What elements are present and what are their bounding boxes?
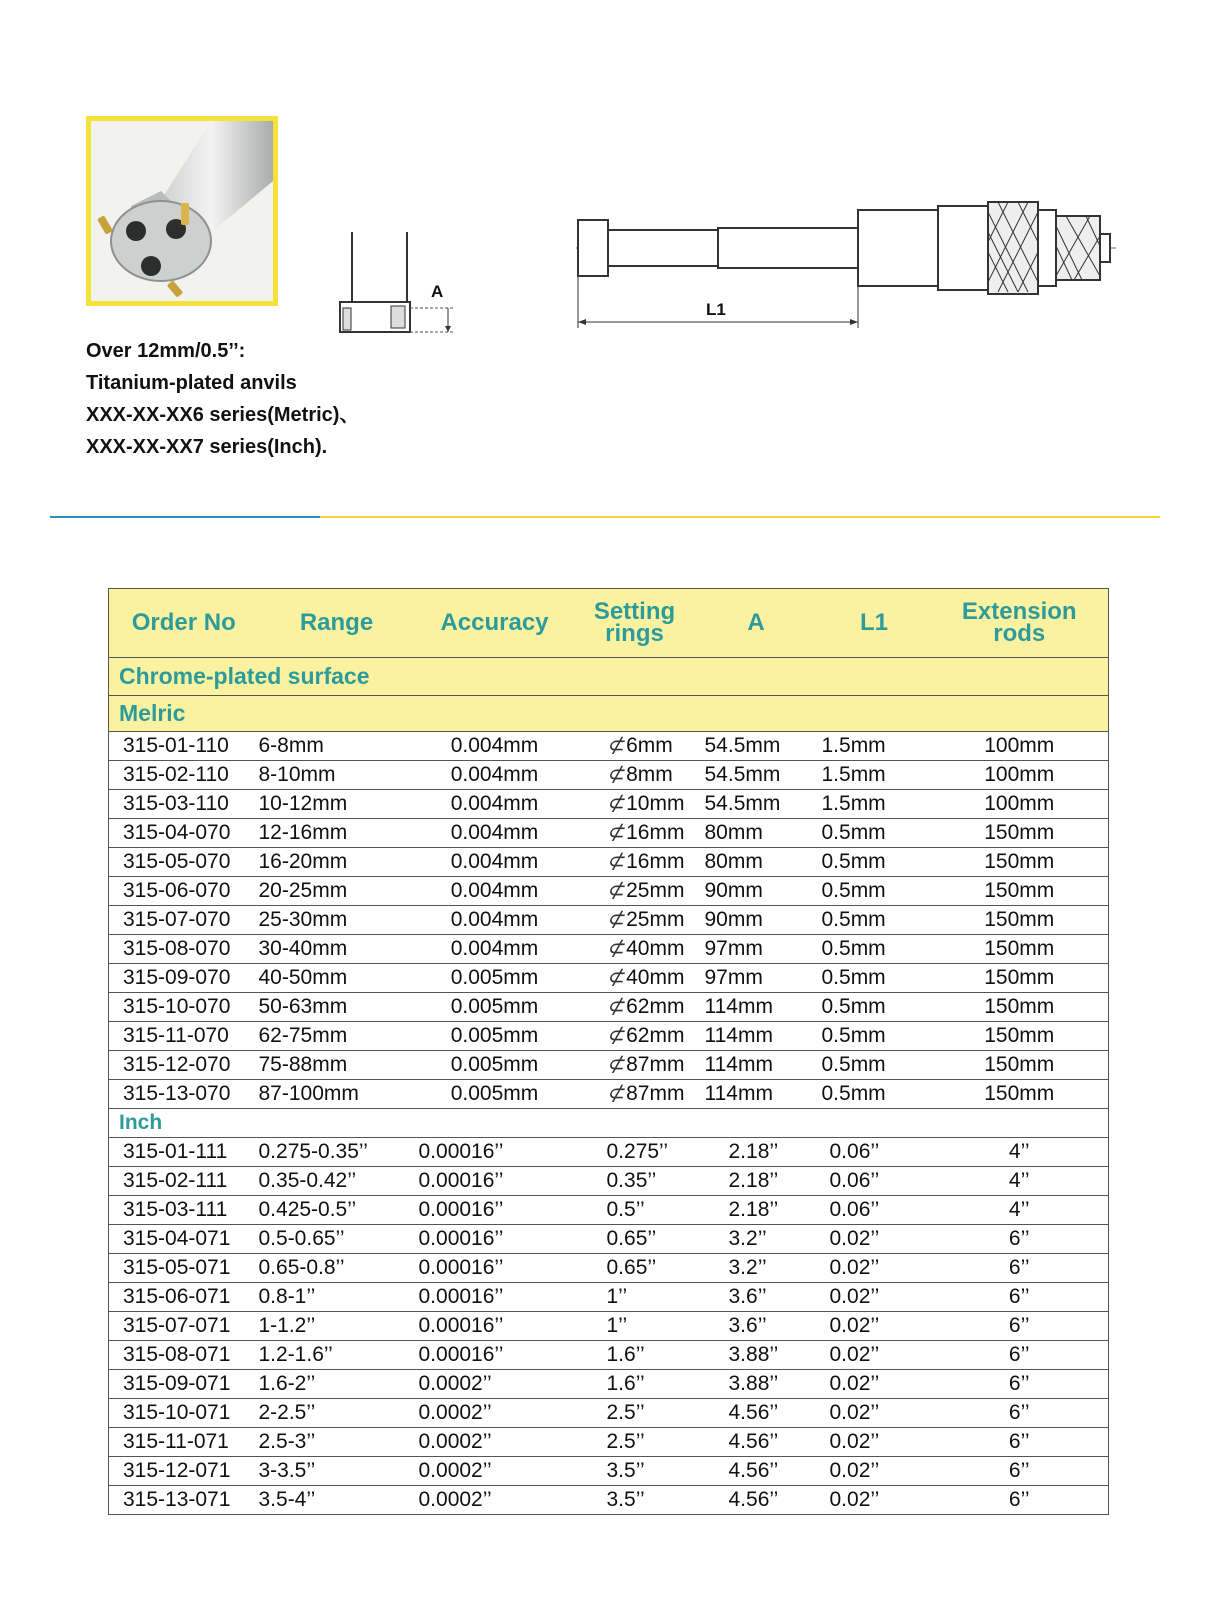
header-order-no: Order No	[109, 589, 259, 658]
header-setting-rings-line2: rings	[605, 620, 664, 647]
cell-a: 4.56’’	[695, 1399, 818, 1428]
cell-rods: 150mm	[931, 993, 1109, 1022]
cell-l1: 0.06’’	[818, 1196, 931, 1225]
cell-order: 315-08-070	[109, 935, 259, 964]
cell-ring	[575, 877, 695, 906]
cell-ring: 0.65’’	[575, 1225, 695, 1254]
diameter-symbol: ⊄	[606, 850, 625, 873]
cell-range: 12-16mm	[259, 819, 415, 848]
cell-accuracy: 0.0002’’	[415, 1399, 575, 1428]
cell-ring	[575, 848, 695, 877]
cell-ring	[575, 935, 695, 964]
header-setting-rings-line1: Setting	[593, 598, 676, 625]
ring-value: 25mm	[626, 879, 685, 902]
cell-order: 315-07-071	[109, 1312, 259, 1341]
cell-range: 75-88mm	[259, 1051, 415, 1080]
cell-a: 114mm	[695, 1051, 818, 1080]
cell-ring: 3.5’’	[575, 1486, 695, 1515]
cell-l1: 0.02’’	[818, 1341, 931, 1370]
cell-a: 3.2’’	[695, 1225, 818, 1254]
diameter-symbol: ⊄	[606, 908, 625, 931]
table-row	[109, 1254, 1109, 1283]
table-row	[109, 819, 1109, 848]
cell-a: 3.2’’	[695, 1254, 818, 1283]
cell-ring: 0.5’’	[575, 1196, 695, 1225]
cell-a: 90mm	[695, 906, 818, 935]
cell-range: 0.5-0.65’’	[259, 1225, 415, 1254]
metric-group-label: Melric	[109, 696, 1109, 732]
cell-l1: 1.5mm	[818, 761, 931, 790]
cell-range: 2.5-3’’	[259, 1428, 415, 1457]
section-title: Chrome-plated surface	[109, 658, 1109, 696]
diameter-symbol: ⊄	[606, 1024, 625, 1047]
cell-accuracy: 0.004mm	[415, 819, 575, 848]
header-accuracy: Accuracy	[415, 589, 575, 658]
cell-accuracy: 0.00016’’	[415, 1167, 575, 1196]
cell-range: 50-63mm	[259, 993, 415, 1022]
cell-rods: 150mm	[931, 848, 1109, 877]
cell-range: 16-20mm	[259, 848, 415, 877]
diameter-symbol: ⊄	[606, 763, 625, 786]
table-row	[109, 1283, 1109, 1312]
cell-l1: 0.5mm	[818, 1080, 931, 1109]
cell-order: 315-09-070	[109, 964, 259, 993]
cell-range: 0.35-0.42’’	[259, 1167, 415, 1196]
cell-accuracy: 0.00016’’	[415, 1196, 575, 1225]
bore-gauge-diagram	[576, 200, 1116, 340]
cell-accuracy: 0.00016’’	[415, 1341, 575, 1370]
cell-accuracy: 0.0002’’	[415, 1428, 575, 1457]
diameter-symbol: ⊄	[606, 1082, 625, 1105]
cell-order: 315-07-070	[109, 906, 259, 935]
cell-order: 315-10-070	[109, 993, 259, 1022]
ring-value: 16mm	[626, 821, 685, 844]
cell-ring: 1’’	[575, 1283, 695, 1312]
cell-order: 315-09-071	[109, 1370, 259, 1399]
cell-range: 0.425-0.5’’	[259, 1196, 415, 1225]
cell-rods: 4’’	[931, 1167, 1109, 1196]
cell-order: 315-05-070	[109, 848, 259, 877]
table-row	[109, 790, 1109, 819]
table-row	[109, 1428, 1109, 1457]
cell-range: 1.2-1.6’’	[259, 1341, 415, 1370]
header-l1: L1	[818, 589, 931, 658]
diameter-symbol: ⊄	[606, 821, 625, 844]
cell-order: 315-03-111	[109, 1196, 259, 1225]
cell-l1: 0.5mm	[818, 964, 931, 993]
spec-table	[108, 588, 1109, 1515]
cell-l1: 0.02’’	[818, 1254, 931, 1283]
cell-ring: 1.6’’	[575, 1370, 695, 1399]
ring-value: 6mm	[626, 734, 673, 757]
cell-order: 315-04-070	[109, 819, 259, 848]
cell-accuracy: 0.005mm	[415, 1080, 575, 1109]
ring-value: 40mm	[626, 966, 685, 989]
cell-l1: 1.5mm	[818, 732, 931, 761]
table-row	[109, 964, 1109, 993]
cell-rods: 100mm	[931, 732, 1109, 761]
diameter-symbol: ⊄	[606, 879, 625, 902]
anvil-caption	[86, 335, 359, 463]
cell-range: 8-10mm	[259, 761, 415, 790]
cell-a: 3.6’’	[695, 1283, 818, 1312]
cell-order: 315-13-071	[109, 1486, 259, 1515]
cell-rods: 150mm	[931, 935, 1109, 964]
ring-value: 40mm	[626, 937, 685, 960]
cell-range: 1-1.2’’	[259, 1312, 415, 1341]
cell-accuracy: 0.005mm	[415, 1022, 575, 1051]
cell-a: 2.18’’	[695, 1138, 818, 1167]
cell-range: 0.65-0.8’’	[259, 1254, 415, 1283]
cell-rods: 6’’	[931, 1428, 1109, 1457]
anvil-photo	[86, 116, 278, 306]
cell-ring: 2.5’’	[575, 1428, 695, 1457]
header-a: A	[695, 589, 818, 658]
cell-l1: 0.5mm	[818, 1022, 931, 1051]
table-row	[109, 1341, 1109, 1370]
cell-order: 315-08-071	[109, 1341, 259, 1370]
diameter-symbol: ⊄	[606, 792, 625, 815]
header-range: Range	[259, 589, 415, 658]
cell-ring	[575, 819, 695, 848]
table-row	[109, 1138, 1109, 1167]
cell-a: 97mm	[695, 935, 818, 964]
table-row	[109, 1196, 1109, 1225]
table-row	[109, 877, 1109, 906]
cell-ring	[575, 1022, 695, 1051]
cell-range: 20-25mm	[259, 877, 415, 906]
table-row	[109, 848, 1109, 877]
cell-l1: 0.02’’	[818, 1283, 931, 1312]
cell-ring	[575, 906, 695, 935]
table-row	[109, 906, 1109, 935]
cell-ring: 2.5’’	[575, 1399, 695, 1428]
cell-order: 315-04-071	[109, 1225, 259, 1254]
cell-rods: 150mm	[931, 1022, 1109, 1051]
table-row	[109, 935, 1109, 964]
table-row	[109, 1022, 1109, 1051]
table-row	[109, 1051, 1109, 1080]
cell-rods: 6’’	[931, 1283, 1109, 1312]
diameter-symbol: ⊄	[606, 937, 625, 960]
table-row	[109, 1399, 1109, 1428]
table-row	[109, 1312, 1109, 1341]
cell-order: 315-02-111	[109, 1167, 259, 1196]
header-setting-rings	[575, 589, 695, 658]
cell-l1: 0.06’’	[818, 1138, 931, 1167]
ring-value: 87mm	[626, 1082, 685, 1105]
diameter-symbol: ⊄	[606, 734, 625, 757]
ring-value: 62mm	[626, 995, 685, 1018]
cell-order: 315-01-111	[109, 1138, 259, 1167]
cell-l1: 0.02’’	[818, 1225, 931, 1254]
cell-a: 80mm	[695, 819, 818, 848]
cell-a: 2.18’’	[695, 1167, 818, 1196]
cell-a: 54.5mm	[695, 761, 818, 790]
table-row	[109, 1080, 1109, 1109]
cell-l1: 0.02’’	[818, 1399, 931, 1428]
cell-rods: 4’’	[931, 1138, 1109, 1167]
cell-accuracy: 0.0002’’	[415, 1457, 575, 1486]
inch-group-label: Inch	[109, 1109, 1109, 1138]
cell-accuracy: 0.00016’’	[415, 1225, 575, 1254]
cell-rods: 6’’	[931, 1370, 1109, 1399]
caption-line-1: Over 12mm/0.5’’:	[86, 340, 246, 362]
cell-l1: 0.5mm	[818, 848, 931, 877]
dimension-a-label: A	[431, 282, 444, 301]
cell-order: 315-02-110	[109, 761, 259, 790]
metric-group-row	[109, 696, 1109, 732]
cell-accuracy: 0.005mm	[415, 1051, 575, 1080]
diameter-symbol: ⊄	[606, 995, 625, 1018]
cell-rods: 6’’	[931, 1341, 1109, 1370]
dimension-l1-label: L1	[706, 300, 726, 319]
cell-rods: 6’’	[931, 1399, 1109, 1428]
cell-accuracy: 0.004mm	[415, 848, 575, 877]
cell-l1: 0.02’’	[818, 1370, 931, 1399]
cell-a: 80mm	[695, 848, 818, 877]
cell-rods: 4’’	[931, 1196, 1109, 1225]
cell-rods: 150mm	[931, 906, 1109, 935]
cell-ring	[575, 732, 695, 761]
cell-accuracy: 0.004mm	[415, 877, 575, 906]
cell-range: 6-8mm	[259, 732, 415, 761]
cell-accuracy: 0.00016’’	[415, 1138, 575, 1167]
cell-rods: 150mm	[931, 1051, 1109, 1080]
cell-ring: 0.65’’	[575, 1254, 695, 1283]
cell-ring	[575, 761, 695, 790]
cell-ring	[575, 790, 695, 819]
cell-rods: 150mm	[931, 964, 1109, 993]
cell-rods: 6’’	[931, 1254, 1109, 1283]
divider-line-yellow	[320, 516, 1160, 518]
cell-range: 0.275-0.35’’	[259, 1138, 415, 1167]
cell-accuracy: 0.00016’’	[415, 1283, 575, 1312]
cell-l1: 0.5mm	[818, 906, 931, 935]
header-extension-rods-line1: Extension	[961, 598, 1077, 625]
section-row	[109, 658, 1109, 696]
cell-ring: 0.35’’	[575, 1167, 695, 1196]
cell-l1: 0.02’’	[818, 1457, 931, 1486]
cell-ring: 1’’	[575, 1312, 695, 1341]
table-row	[109, 732, 1109, 761]
table-header-row	[109, 589, 1109, 658]
cell-a: 97mm	[695, 964, 818, 993]
cell-range: 3-3.5’’	[259, 1457, 415, 1486]
cell-accuracy: 0.004mm	[415, 732, 575, 761]
cell-a: 114mm	[695, 993, 818, 1022]
cell-a: 54.5mm	[695, 790, 818, 819]
cell-accuracy: 0.00016’’	[415, 1312, 575, 1341]
cell-range: 87-100mm	[259, 1080, 415, 1109]
cell-accuracy: 0.005mm	[415, 964, 575, 993]
ring-value: 10mm	[626, 792, 685, 815]
cell-accuracy: 0.004mm	[415, 790, 575, 819]
cell-rods: 6’’	[931, 1312, 1109, 1341]
cell-accuracy: 0.005mm	[415, 993, 575, 1022]
cell-order: 315-11-071	[109, 1428, 259, 1457]
table-row	[109, 1370, 1109, 1399]
cell-range: 10-12mm	[259, 790, 415, 819]
cell-a: 114mm	[695, 1080, 818, 1109]
cell-l1: 0.5mm	[818, 993, 931, 1022]
cell-rods: 6’’	[931, 1225, 1109, 1254]
cell-l1: 0.5mm	[818, 935, 931, 964]
cell-order: 315-12-071	[109, 1457, 259, 1486]
cell-accuracy: 0.004mm	[415, 906, 575, 935]
cell-accuracy: 0.004mm	[415, 935, 575, 964]
cell-a: 2.18’’	[695, 1196, 818, 1225]
cell-order: 315-05-071	[109, 1254, 259, 1283]
table-row	[109, 1225, 1109, 1254]
cell-order: 315-06-071	[109, 1283, 259, 1312]
ring-value: 25mm	[626, 908, 685, 931]
cell-a: 90mm	[695, 877, 818, 906]
cell-order: 315-11-070	[109, 1022, 259, 1051]
cell-accuracy: 0.0002’’	[415, 1370, 575, 1399]
cell-a: 4.56’’	[695, 1428, 818, 1457]
ring-value: 8mm	[626, 763, 673, 786]
table-row	[109, 1167, 1109, 1196]
ring-value: 16mm	[626, 850, 685, 873]
cell-a: 54.5mm	[695, 732, 818, 761]
cell-accuracy: 0.0002’’	[415, 1486, 575, 1515]
dimension-a-diagram	[335, 232, 465, 347]
cell-l1: 1.5mm	[818, 790, 931, 819]
cell-range: 0.8-1’’	[259, 1283, 415, 1312]
cell-ring	[575, 993, 695, 1022]
cell-ring: 1.6’’	[575, 1341, 695, 1370]
diameter-symbol: ⊄	[606, 966, 625, 989]
caption-line-2: Titanium-plated anvils	[86, 372, 297, 394]
cell-ring	[575, 1051, 695, 1080]
cell-l1: 0.5mm	[818, 877, 931, 906]
cell-order: 315-03-110	[109, 790, 259, 819]
caption-line-4: XXX-XX-XX7 series(Inch).	[86, 436, 328, 458]
cell-l1: 0.06’’	[818, 1167, 931, 1196]
cell-accuracy: 0.004mm	[415, 761, 575, 790]
cell-rods: 150mm	[931, 1080, 1109, 1109]
table-row	[109, 1486, 1109, 1515]
cell-l1: 0.02’’	[818, 1486, 931, 1515]
cell-a: 3.6’’	[695, 1312, 818, 1341]
cell-l1: 0.02’’	[818, 1312, 931, 1341]
header-extension-rods	[931, 589, 1109, 658]
cell-a: 4.56’’	[695, 1457, 818, 1486]
cell-ring: 3.5’’	[575, 1457, 695, 1486]
table-row	[109, 761, 1109, 790]
cell-range: 62-75mm	[259, 1022, 415, 1051]
cell-range: 30-40mm	[259, 935, 415, 964]
table-row	[109, 993, 1109, 1022]
inch-group-row	[109, 1109, 1109, 1138]
cell-range: 40-50mm	[259, 964, 415, 993]
divider-line-blue	[50, 516, 320, 518]
cell-rods: 6’’	[931, 1457, 1109, 1486]
cell-rods: 150mm	[931, 819, 1109, 848]
cell-rods: 100mm	[931, 790, 1109, 819]
ring-value: 62mm	[626, 1024, 685, 1047]
cell-ring	[575, 1080, 695, 1109]
cell-order: 315-10-071	[109, 1399, 259, 1428]
cell-l1: 0.5mm	[818, 1051, 931, 1080]
ring-value: 87mm	[626, 1053, 685, 1076]
cell-a: 3.88’’	[695, 1341, 818, 1370]
cell-l1: 0.5mm	[818, 819, 931, 848]
cell-ring	[575, 964, 695, 993]
cell-order: 315-13-070	[109, 1080, 259, 1109]
cell-a: 114mm	[695, 1022, 818, 1051]
header-extension-rods-line2: rods	[993, 620, 1046, 647]
cell-accuracy: 0.00016’’	[415, 1254, 575, 1283]
cell-range: 25-30mm	[259, 906, 415, 935]
table-row	[109, 1457, 1109, 1486]
cell-a: 3.88’’	[695, 1370, 818, 1399]
diameter-symbol: ⊄	[606, 1053, 625, 1076]
cell-range: 2-2.5’’	[259, 1399, 415, 1428]
cell-ring: 0.275’’	[575, 1138, 695, 1167]
caption-line-3: XXX-XX-XX6 series(Metric)、	[86, 404, 360, 426]
cell-range: 1.6-2’’	[259, 1370, 415, 1399]
cell-l1: 0.02’’	[818, 1428, 931, 1457]
cell-order: 315-06-070	[109, 877, 259, 906]
cell-a: 4.56’’	[695, 1486, 818, 1515]
cell-order: 315-01-110	[109, 732, 259, 761]
cell-rods: 6’’	[931, 1486, 1109, 1515]
cell-rods: 150mm	[931, 877, 1109, 906]
cell-range: 3.5-4’’	[259, 1486, 415, 1515]
cell-rods: 100mm	[931, 761, 1109, 790]
cell-order: 315-12-070	[109, 1051, 259, 1080]
